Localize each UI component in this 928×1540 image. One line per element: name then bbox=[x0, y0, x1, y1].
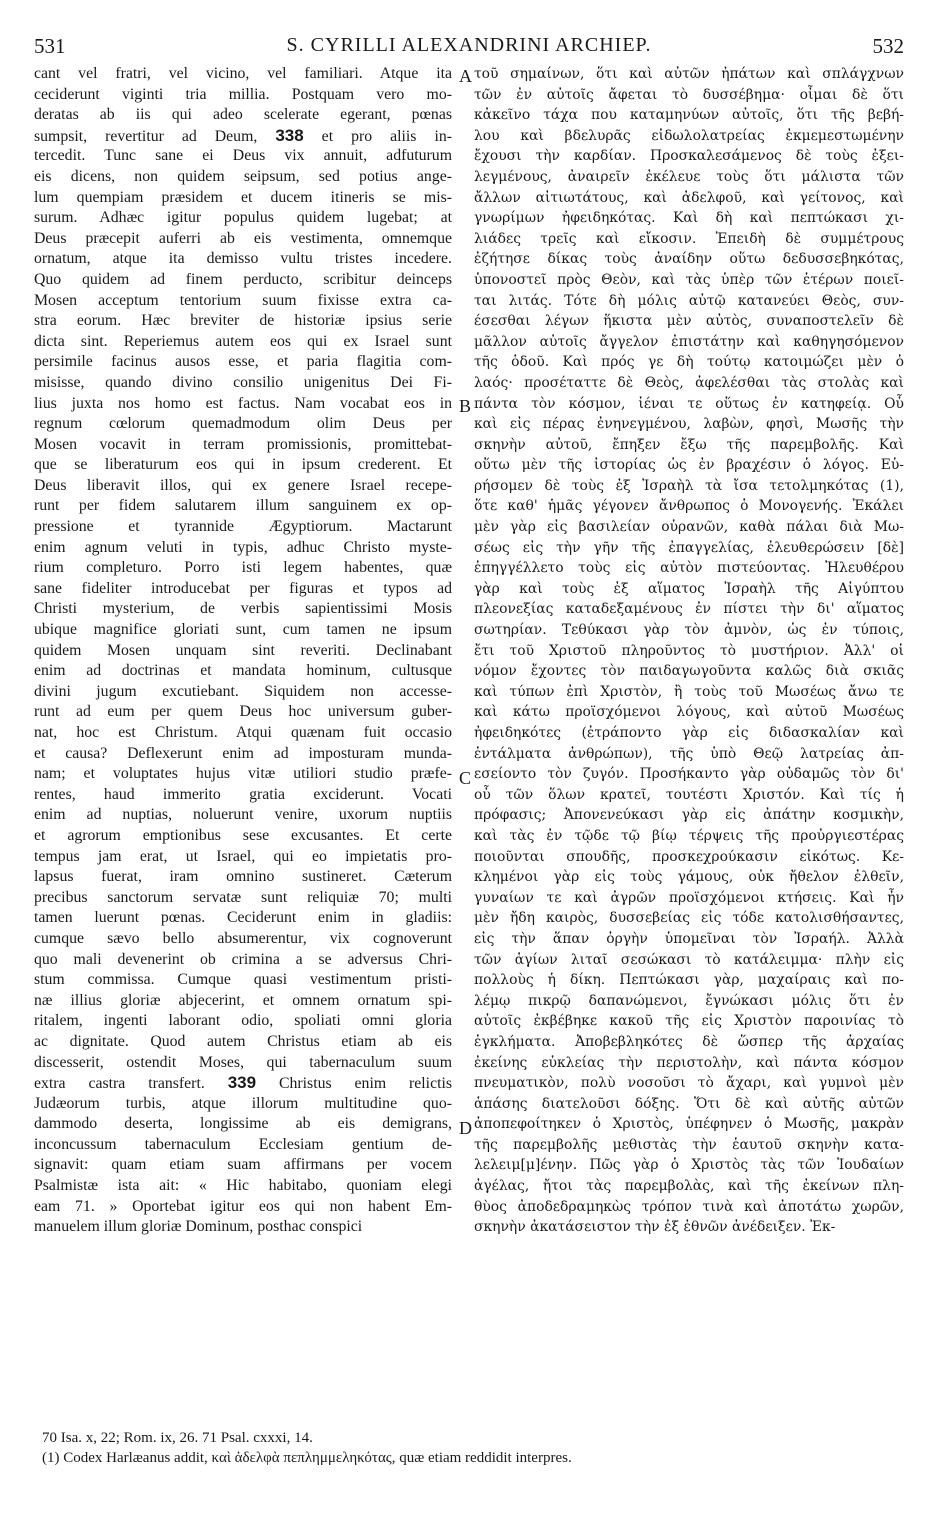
greek-text-line: ρήσομεν δὲ τοὺς ἐξ Ἰσραὴλ τὰ ἴσα τετολμηκότας (1), bbox=[474, 477, 904, 494]
margin-letter-d: D bbox=[459, 1118, 472, 1138]
latin-text-line: sumpsit, revertitur ad Deum, 338 et pro aliis in- bbox=[34, 125, 452, 145]
greek-text-line: ἐντάλματα ἀνθρώπων), τῆς ὑπὸ Θεῷ λατρείας ἀπ- bbox=[474, 745, 904, 762]
latin-text-line: næ illius gloriæ abjecerint, et omnem ornatum spi- bbox=[34, 991, 452, 1009]
greek-text-line: τῶν ἁγίων λιταῖ σεσώκασι τὸ κατάλειμμα· πλὴν εἰς bbox=[474, 951, 904, 968]
latin-text-line: tercedit. Tunc sane ei Deus vix annuit, adfuturum bbox=[34, 147, 452, 165]
latin-text-line: discesserit, ostendit Moses, qui tabernaculum suum bbox=[34, 1053, 452, 1071]
greek-text-line: ὑπονοστεῖ πρὸς Θεὸν, καὶ τὰς ὑπὲρ τῶν ἑτέρων ποιεῖ- bbox=[474, 271, 904, 288]
margin-letter-b: B bbox=[459, 396, 472, 416]
greek-text-line: πολλοὺς ἡ δίκη. Πεπτώκασι γὰρ, μαχαίραις καὶ πο- bbox=[474, 972, 904, 989]
latin-text-line: Psalmistæ ista ait: « Hic habitabo, quoniam elegi bbox=[34, 1177, 452, 1195]
latin-text-line: precibus sanctorum servatæ sunt reliquiæ 70; multi bbox=[34, 888, 452, 906]
running-title: S. CYRILLI ALEXANDRINI ARCHIEP. bbox=[286, 34, 652, 56]
latin-text-line: eis dicens, non quidem seipsum, sed potius ange- bbox=[34, 167, 452, 185]
latin-text-line: pressione et tyrannide Ægyptiorum. Mactarunt bbox=[34, 518, 452, 536]
latin-text-line: enim ad nuptias, noluerunt venire, uxorum nuptiis bbox=[34, 806, 452, 824]
greek-text-line: πρόφασις; Ἀπονενεύκασι γὰρ εἰς ἀπάτην κοσμικὴν, bbox=[474, 807, 904, 824]
latin-text-line: tempus jam erat, ut Israel, qui eo impietatis pro- bbox=[34, 847, 452, 865]
latin-text-line: et agrorum emptionibus sese excusantes. Et certe bbox=[34, 826, 452, 844]
greek-text-line: ἠφειδηκότες (ἐτράποντο γὰρ εἰς διδασκαλίαν καὶ bbox=[474, 725, 904, 741]
greek-text-line: ἐπηγγέλλετο τοὺς εἰς αὐτὸν πιστεύοντας. Ἠλευθέρου bbox=[474, 560, 904, 577]
greek-text-line: ἐγκλήματα. Ἀποβεβληκότες δὲ ὥσπερ τῆς ἀρχαίας bbox=[474, 1033, 904, 1050]
latin-text-line: et causa? Deflexerunt enim ad imposturam munda- bbox=[34, 744, 452, 762]
latin-text-line: tamen luerunt pœnas. Ceciderunt enim in gladiis: bbox=[34, 909, 452, 927]
latin-text-line: enim ad doctrinas et mandata hominum, cultusque bbox=[34, 662, 452, 680]
greek-text-line: λέμῳ πικρῷ δαπανώμενοι, ἔγνώκασι μόλις ὅτι ἐν bbox=[474, 992, 904, 1009]
greek-text-line: ἐζήτησε δίκας τοὺς ἀναίδην οὕτω δεδυσσεβηκότας, bbox=[474, 251, 904, 268]
greek-text-line: τῆς παρεμβολῆς μεθιστὰς τὴν ἑαυτοῦ σκηνὴν κατα- bbox=[474, 1136, 904, 1153]
latin-text-line: deratas ab iis qui adeo scelerate egerant, pœnas bbox=[34, 106, 452, 124]
latin-text-line: persimile facinus ausos esse, et paria flagitia com- bbox=[34, 353, 452, 371]
greek-text-line: οὗ τῶν ὅλων κρατεῖ, τουτέστι Χριστόν. Καὶ τίς ἡ bbox=[474, 786, 904, 803]
greek-text-line: πάντα τὸν κόσμον, ἰέναι τε οὕτως ἐν κατηφείᾳ. Οὗ bbox=[474, 395, 904, 412]
latin-text-line: manuelem illum gloriæ Dominum, posthac conspici bbox=[34, 1218, 363, 1236]
greek-text-line: πλεονεξίας καταδεξαμένους ἐν πίστει τὴν δι' αἵματος bbox=[474, 601, 904, 618]
latin-text-line: nam; et voluptates hujus vitæ utiliori studio præfe- bbox=[34, 765, 452, 783]
greek-text-line: έσεσθαι λέγων ἥκιστα μὲν αὐτὸς, συναποστελεῖν δὲ bbox=[474, 313, 904, 330]
latin-text-line: divini jugum excutiebant. Siquidem non accesse- bbox=[34, 682, 452, 700]
latin-text-line: cant vel fratri, vel vicino, vel familiari. Atque ita bbox=[34, 65, 452, 82]
greek-text-line: μὲν γὰρ εἰς βασιλείαν οὐρανῶν, καθὰ πάλαι διὰ Μω- bbox=[474, 519, 904, 536]
greek-text-line: εσείοντο τὸν ζυγόν. Προσήκαντο γὰρ οὐδαμῶς τὸν δι' bbox=[474, 766, 904, 783]
latin-text-line: Judæorum turbis, atque illorum multitudine quo- bbox=[34, 1094, 452, 1112]
greek-text-line: εἰς τὴν ἅπαν ὀργὴν ὑπομεῖναι τὸν Ἰσραήλ. Ἀλλὰ bbox=[474, 930, 904, 947]
latin-text-line: stra eorum. Hæc breviter de historiæ ipsius serie bbox=[34, 312, 452, 330]
latin-text-line: Mosen vocavit in terram promissionis, promittebat- bbox=[34, 435, 452, 453]
latin-text-line: eam 71. » Oportebat igitur eos qui non habent Em- bbox=[34, 1197, 452, 1215]
latin-column bbox=[34, 64, 452, 1238]
latin-text-line: Deus liberavit illos, qui ex genere Israel recepe- bbox=[34, 476, 452, 494]
latin-text-line: inconcussum tabernaculum Ecclesiam gentium de- bbox=[34, 1135, 452, 1153]
greek-text-line: γὰρ καὶ τοὺς ἐξ αἵματος Ἰσραὴλ τῆς Αἰγύπτου bbox=[474, 580, 904, 597]
greek-text-line: ὅτε καθ' ἡμᾶς γέγονεν ἄνθρωπος ὁ Μονογενής. Ἐκάλει bbox=[474, 498, 904, 515]
latin-text-line: misisse, quando divino consilio unigenitus Dei Fi- bbox=[34, 373, 452, 391]
latin-text-line: enim agnum veluti in typis, adhuc Christo myste- bbox=[34, 538, 452, 556]
latin-text-line: nat, hoc est Christum. Atqui quænam fuit occasio bbox=[34, 724, 452, 741]
greek-text-line: πνευματικὸν, πολὺ νοσοῦσι τὸ ἄχαρι, καὶ γυμνοὶ μὲν bbox=[474, 1075, 904, 1092]
latin-text-line: ritalem, ingenti laborant odio, spoliati omni gloria bbox=[34, 1012, 452, 1030]
greek-text-line: καὶ τύπων ἐπὶ Χριστὸν, ἢ τοὺς τοῦ Μωσέως ἄνω τε bbox=[474, 683, 904, 700]
greek-text-line: ἁπάσης διατελοῦσι δόξης. Ὅτι δὲ καὶ αὐτῆς αὐτῶν bbox=[474, 1095, 904, 1112]
latin-text-line: rium completuro. Porro isti legem habentes, quæ bbox=[34, 559, 452, 577]
greek-text-line: σκηνὴν ἀκατάσειστον τὴν ἐξ ἐθνῶν ἀνέδειξεν. Ἐκ- bbox=[474, 1219, 836, 1236]
latin-text-line: runt ad eum per quem Deus hoc universum guber- bbox=[34, 703, 452, 721]
greek-column bbox=[474, 64, 904, 1238]
latin-text-line: surum. Adhæc igitur populus quidem lugebat; at bbox=[34, 209, 452, 227]
greek-text-line: σωτηρίαν. Τεθύκασι γὰρ τὸν ἀμνὸν, ὡς ἐν τύποις, bbox=[474, 622, 904, 639]
latin-text-line: ornatum, atque ita demisso vultu tristes incedere. bbox=[34, 250, 452, 268]
latin-text-line: Mosen acceptum tentorium suum fixisse extra ca- bbox=[34, 291, 452, 309]
greek-text-line: καὶ κάτω προϊσχόμενοι λόγους, καὶ αὐτοῦ Μωσέως bbox=[474, 704, 904, 721]
greek-text-line: λιάδες τρεῖς καὶ εἴκοσιν. Ἐπειδὴ δὲ συμμέτρους bbox=[474, 230, 904, 247]
latin-text-line: quidem Mosen unquam sint reveriti. Declinabant bbox=[34, 641, 452, 659]
latin-text-line: lum quempiam præsidem et ducem itineris se mis- bbox=[34, 188, 452, 206]
latin-text-line: dicta sint. Reperiemus autem eos qui ex Israel sunt bbox=[34, 332, 452, 350]
page-number-right: 532 bbox=[872, 34, 904, 58]
greek-text-line: ἔχουσι τὴν καρδίαν. Προσκαλεσάμενος δὲ τοὺς ἐξει- bbox=[474, 148, 904, 165]
footnotes bbox=[42, 1428, 902, 1468]
latin-text-line: lius juxta nos homo est factus. Nam vocabat eos in bbox=[34, 394, 452, 412]
column-number: 338 bbox=[275, 125, 304, 145]
greek-text-line: ἀγέλας, ἤτοι τὰς παρεμβολὰς, καὶ τῆς ἐκείνων πλη- bbox=[474, 1178, 904, 1195]
greek-text-line: λου καὶ βδελυρᾶς εἰδωλολατρείας ἐκμεμεστωμένην bbox=[474, 127, 904, 144]
column-number: 339 bbox=[227, 1073, 257, 1093]
greek-text-line: κλημένοι γὰρ εἰς τοὺς γάμους, οὐκ ἤθελον ἐλθεῖν, bbox=[474, 869, 904, 886]
greek-text-line: ποιοῦνται σπουδῆς, προσκεχρούκασιν εἰκότως. Κε- bbox=[474, 848, 904, 865]
latin-text-line: runt per fidem salutarem illum sanguinem ex op- bbox=[34, 497, 452, 515]
latin-text-line: extra castra transfert. 339 Christus enim relictis bbox=[34, 1073, 452, 1093]
latin-text-line: ceciderunt viginti tria millia. Postquam vero mo- bbox=[34, 85, 452, 103]
greek-text-line: καὶ τὰς ἐν τῷδε τῷ βίῳ τέρψεις τῆς προὐργιεστέρας bbox=[474, 827, 904, 844]
latin-text-line: quo mali devenerint ob crimina a se adversus Chri- bbox=[34, 950, 452, 968]
footnote-codex: (1) Codex Harlæanus addit, καὶ ἀδελφὰ πεπλημμεληκότας, quæ etiam reddidit interpres. bbox=[42, 1450, 572, 1466]
page-header bbox=[34, 34, 904, 58]
greek-text-line: καὶ εἰς πέρας ἐνηνεγμένου, λαβὼν, φησὶ, Μωσῆς τὴν bbox=[474, 416, 904, 433]
greek-text-line: ἔτι τοῦ Χριστοῦ πληροῦντος τὸ μυστήριον. Ἀλλ' οἱ bbox=[474, 642, 904, 659]
greek-text-line: σκηνὴν αὐτοῦ, ἔπηξεν ἔξω τῆς παρεμβολῆς. Καὶ bbox=[474, 436, 904, 453]
latin-text-line: Quo quidem ad finem perducto, scribitur deinceps bbox=[34, 270, 452, 288]
latin-text-line: Christi mysterium, de verbis sapientissimi Mosis bbox=[34, 600, 452, 618]
greek-text-line: γυναίων τε καὶ ἀγρῶν προϊσχόμενοι κτήσεις. Καὶ ἦν bbox=[474, 889, 904, 906]
greek-text-line: ἐκείνης εὐκλείας τὴν περιστολὴν, καὶ πάντα κόσμον bbox=[474, 1054, 904, 1071]
latin-text-line: Deus præcepit auferri ab eis vestimenta, omnemque bbox=[34, 229, 452, 247]
greek-text-line: οὕτω μὲν τῆς ἱστορίας ὡς ἐν βραχέσιν ὁ λόγος. Εὑ- bbox=[474, 457, 904, 474]
greek-text-line: νόμον ἔχοντες τὸν παιδαγωγοῦντα καλῶς διὰ σκιᾶς bbox=[474, 663, 904, 680]
latin-text-line: stum commissa. Cumque quasi vestimentum pristi- bbox=[34, 971, 452, 989]
greek-text-line: τοῦ σημαίνων, ὅτι καὶ αὐτῶν ἠπάτων καὶ σπλάγχνων bbox=[474, 66, 904, 82]
latin-text-line: cumque sævo bello absumerentur, vix cognoverunt bbox=[34, 929, 452, 947]
latin-text-line: signavit: quam etiam suam affirmans per vocem bbox=[34, 1156, 452, 1174]
greek-text-line: τῶν ἐν αὐτοῖς ἄφεται τὸ δυσσέβημα· οἶμαι δὲ ὅτι bbox=[474, 86, 904, 103]
greek-text-line: μᾶλλον αὐτοῖς ἄγγελον ἐπιστάτην καὶ καθηγησόμενον bbox=[474, 333, 904, 350]
greek-text-line: λαός· προσέταττε δὲ Θεὸς, ἀφελέσθαι τὰς στολὰς καὶ bbox=[474, 374, 904, 391]
latin-text-line: regnum cœlorum quemadmodum olim Deus per bbox=[34, 415, 452, 433]
margin-letter-c: C bbox=[459, 768, 472, 788]
greek-text-line: λελειμ[μ]ένην. Πῶς γὰρ ὁ Χριστὸς τὰς τῶν Ἰουδαίων bbox=[474, 1157, 904, 1174]
page-number-left: 531 bbox=[34, 34, 66, 58]
greek-text-line: ἀποπεφοίτηκεν ὁ Χριστὸς, ὑπέφηνεν ὁ Μωσῆς, μακρὰν bbox=[474, 1116, 904, 1133]
margin-letter-a: A bbox=[459, 66, 472, 86]
footnote-scripture: 70 Isa. x, 22; Rom. ix, 26. 71 Psal. cxxxi, 14. bbox=[42, 1430, 313, 1446]
greek-text-line: σέως εἰς τὴν γῆν τῆς ἐπαγγελίας, ἐλευθερώσειν [δὲ] bbox=[474, 539, 904, 556]
latin-text-line: que se liberaturum eos qui in ipsum crederent. Et bbox=[34, 456, 452, 474]
latin-text-line: dammodo deserta, longissime ab eis demigrans, bbox=[34, 1115, 452, 1133]
latin-text-line: rentes, haud immerito gratia exciderunt. Vocati bbox=[34, 785, 452, 803]
greek-text-line: λεγμένους, ἀναιρεῖν ἐκέλευε τοὺς ὅτι μάλιστα τῶν bbox=[474, 168, 904, 185]
latin-text-line: ubique magnifice gloriati sunt, cum tamen ne ipsum bbox=[34, 621, 452, 639]
latin-text-line: ac dignitate. Quod autem Christus etiam ab eis bbox=[34, 1032, 452, 1050]
latin-text-line: sane fideliter introducebat per figuras et typos ad bbox=[34, 579, 452, 597]
latin-text-line: lapsus fuerat, iram omnino sustineret. Cæterum bbox=[34, 868, 452, 886]
greek-text-line: μὲν ἤδη καιρὸς, δυσσεβείας εἰς τόδε κατολισθήσαντες, bbox=[474, 910, 904, 927]
greek-text-line: ται λιτάς. Τότε δὴ μόλις αὐτῷ κατανεύει Θεὸς, συν- bbox=[474, 292, 904, 309]
greek-text-line: κἀκεῖνο τάχα που καταμηνύων αὐτοῖς, ὅτι τῆς βεβή- bbox=[474, 107, 904, 124]
greek-text-line: αὐτοῖς ἐκβέβηκε κακοῦ τῆς εἰς Χριστὸν παροινίας τὸ bbox=[474, 1013, 904, 1030]
greek-text-line: γνωρίμων ἠφειδηκότας. Καὶ δὴ καὶ πεπτώκασι χι- bbox=[474, 210, 904, 227]
greek-text-line: θὺος ἀποδεδραμηκὼς τρόπον τινὰ καὶ ἀποτάτω χωρῶν, bbox=[474, 1198, 904, 1215]
greek-text-line: τῆς ὁδοῦ. Καὶ πρός γε δὴ τούτῳ κατοιμώζει μὲν ὁ bbox=[474, 354, 904, 371]
greek-text-line: ἄλλων αἰτιωτάτους, καὶ ἀδελφοῦ, καὶ γείτονος, καὶ bbox=[474, 189, 904, 206]
